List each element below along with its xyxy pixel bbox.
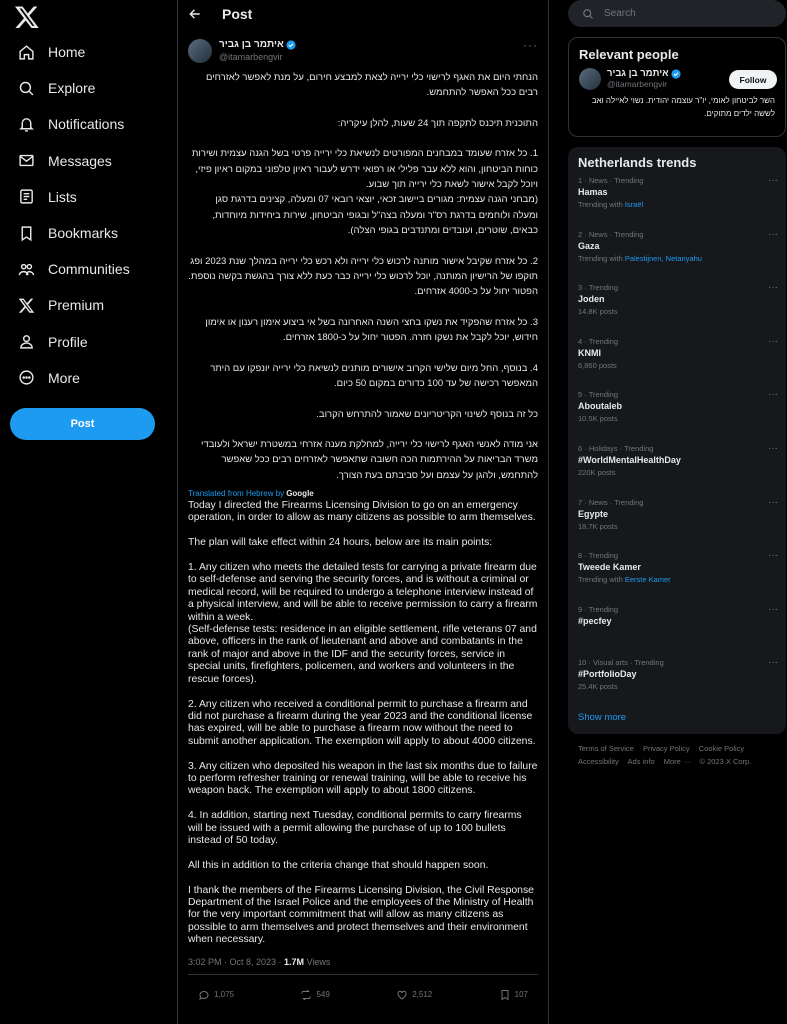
people-icon xyxy=(18,261,35,278)
trend-related-link[interactable]: Palestijnen, Netanyahu xyxy=(624,253,702,263)
follow-button[interactable]: Follow xyxy=(729,70,777,89)
trend-subtitle xyxy=(578,307,776,316)
nav-list xyxy=(10,34,170,396)
trend-name: #pecfey xyxy=(578,615,612,626)
footer-link[interactable]: Ads info xyxy=(627,756,655,766)
footer-link[interactable]: Accessibility xyxy=(578,756,619,766)
like-button[interactable] xyxy=(396,989,432,1001)
reply-icon xyxy=(198,989,210,1001)
bell-icon xyxy=(18,116,35,133)
nav-item-label: Bookmarks xyxy=(48,225,119,242)
trend-context: 10 · Visual arts · Trending xyxy=(578,658,664,668)
nav-item-label: Communities xyxy=(48,261,130,278)
nav-item-label: Lists xyxy=(48,188,77,205)
trend-subtitle xyxy=(578,522,776,531)
avatar[interactable] xyxy=(579,68,601,90)
trend-context: 2 · News · Trending xyxy=(578,229,644,239)
trend-item[interactable] xyxy=(568,599,786,653)
trend-subtitle-text: Trending with xyxy=(578,575,625,585)
trend-item[interactable] xyxy=(568,492,786,546)
tweet-actions xyxy=(188,975,538,1001)
trend-subtitle-text: 220K posts xyxy=(578,467,616,477)
more-options-icon[interactable]: ··· xyxy=(523,38,538,52)
relevant-people-title: Relevant people xyxy=(579,47,679,62)
trend-item[interactable] xyxy=(568,438,786,492)
nav-item-label: Notifications xyxy=(48,116,125,133)
trend-name: Joden xyxy=(578,294,605,305)
trend-subtitle-text: 6,860 posts xyxy=(578,360,617,370)
main-column xyxy=(177,0,549,1024)
trend-subtitle xyxy=(578,254,776,263)
nav-item-label: Profile xyxy=(48,333,88,350)
author-handle[interactable]: @itamarbengvir xyxy=(219,52,283,62)
trend-context: 3 · Trending xyxy=(578,283,619,293)
repost-icon xyxy=(300,989,312,1001)
post-button[interactable]: Post xyxy=(10,408,155,440)
tweet-timestamp[interactable]: 3:02 PM · Oct 8, 2023 · xyxy=(188,956,285,967)
trend-name: KNMI xyxy=(578,347,601,358)
envelope-icon xyxy=(18,152,35,169)
tweet-author xyxy=(188,36,538,66)
views-label: Views xyxy=(304,956,331,967)
trend-item[interactable] xyxy=(568,331,786,385)
trend-name: #WorldMentalHealthDay xyxy=(578,454,681,465)
translated-from-label: Translated from Hebrew by xyxy=(188,489,285,499)
bookmark-button[interactable] xyxy=(499,989,528,1001)
left-navigation xyxy=(0,0,177,1024)
more-options-icon[interactable]: ··· xyxy=(768,335,778,347)
nav-item-label: Premium xyxy=(48,297,105,314)
more-circle-icon xyxy=(18,369,35,386)
trend-subtitle-text: 10.5K posts xyxy=(578,414,618,424)
more-options-icon[interactable]: ··· xyxy=(768,442,778,454)
avatar[interactable] xyxy=(188,39,212,63)
more-options-icon[interactable]: ··· xyxy=(768,228,778,240)
trend-subtitle xyxy=(578,200,776,209)
nav-item-messages[interactable] xyxy=(10,143,170,179)
person-name-row xyxy=(607,68,681,79)
bookmark-icon xyxy=(18,225,35,242)
search-bar[interactable] xyxy=(568,0,786,27)
trend-related-link[interactable]: Eerste Kamer xyxy=(624,575,671,585)
nav-item-home[interactable] xyxy=(10,34,170,70)
verified-badge-icon xyxy=(671,69,681,79)
search-icon xyxy=(18,80,35,97)
reply-count: 1,075 xyxy=(214,990,235,1000)
repost-count: 549 xyxy=(316,990,330,1000)
trend-item[interactable] xyxy=(568,277,786,331)
trend-subtitle xyxy=(578,468,776,477)
x-logo-icon xyxy=(18,297,35,314)
trend-context: 6 · Holidays · Trending xyxy=(578,443,654,453)
trend-item[interactable] xyxy=(568,384,786,438)
trend-subtitle xyxy=(578,682,776,691)
trend-item[interactable] xyxy=(568,545,786,599)
show-more-link[interactable]: Show more xyxy=(578,711,627,723)
trend-item[interactable] xyxy=(568,170,786,224)
trend-subtitle-text: 18.7K posts xyxy=(578,521,618,531)
nav-item-bookmarks[interactable] xyxy=(10,215,170,251)
trend-context: 7 · News · Trending xyxy=(578,497,644,507)
back-arrow-icon[interactable] xyxy=(188,7,202,21)
trend-context: 5 · Trending xyxy=(578,390,619,400)
author-name[interactable]: איתמר בן גביר xyxy=(219,39,284,50)
relevant-person[interactable] xyxy=(569,62,785,126)
trend-related-link[interactable]: Israël xyxy=(624,200,644,209)
nav-item-premium[interactable] xyxy=(10,287,170,323)
x-logo-icon[interactable] xyxy=(14,4,40,30)
footer-copyright: © 2023 X Corp. xyxy=(699,756,752,766)
bookmark-count: 107 xyxy=(514,990,528,1000)
footer-link[interactable]: Terms of Service xyxy=(578,744,634,753)
nav-item-more[interactable] xyxy=(10,360,170,396)
reply-button[interactable] xyxy=(198,989,234,1001)
trend-name: Egypte xyxy=(578,508,609,519)
trend-subtitle-text: 25.4K posts xyxy=(578,682,618,692)
trend-name: Gaza xyxy=(578,240,600,251)
trend-subtitle xyxy=(578,575,776,584)
more-options-icon[interactable]: ··· xyxy=(768,389,778,401)
more-options-icon[interactable]: ··· xyxy=(768,550,778,562)
trend-item[interactable] xyxy=(568,224,786,278)
footer-link[interactable]: More ··· xyxy=(663,756,691,766)
person-name[interactable]: איתמר בן גביר xyxy=(607,68,669,79)
trend-name: #PortfolioDay xyxy=(578,669,637,680)
trend-subtitle-text: Trending with xyxy=(578,200,625,209)
trend-name: Hamas xyxy=(578,187,608,197)
person-bio: השר לביטחון לאומי, יו"ר עוצמה יהודית. נשוי לאיילה ואב לששה ילדים מתוקים. xyxy=(591,96,775,118)
trend-item[interactable] xyxy=(568,652,786,706)
like-count: 2,512 xyxy=(412,990,433,1000)
tweet xyxy=(178,28,548,1001)
trends-panel xyxy=(568,147,786,734)
nav-item-explore[interactable] xyxy=(10,70,170,106)
trend-subtitle-text: Trending with xyxy=(578,253,625,263)
trend-list xyxy=(568,170,786,706)
heart-icon xyxy=(396,989,408,1001)
trend-subtitle xyxy=(578,414,776,423)
nav-item-label: Messages xyxy=(48,152,112,169)
person-icon xyxy=(18,333,35,350)
nav-item-label: More xyxy=(48,369,80,386)
nav-item-profile[interactable] xyxy=(10,324,170,360)
nav-item-communities[interactable] xyxy=(10,251,170,287)
author-name-row xyxy=(219,39,296,51)
nav-item-label: Home xyxy=(48,44,86,61)
tweet-meta xyxy=(188,957,538,975)
list-icon xyxy=(18,188,35,205)
trend-name: Tweede Kamer xyxy=(578,562,641,573)
nav-item-label: Explore xyxy=(48,80,96,97)
trend-name: Aboutaleb xyxy=(578,401,622,412)
bookmark-icon xyxy=(499,989,511,1001)
relevant-people-panel xyxy=(568,37,786,137)
more-options-icon[interactable]: ··· xyxy=(768,603,778,615)
trends-title: Netherlands trends xyxy=(578,155,697,170)
more-options-icon[interactable]: ··· xyxy=(768,657,778,669)
more-options-icon[interactable]: ··· xyxy=(768,496,778,508)
google-logo: Google xyxy=(286,489,314,499)
views-count: 1.7M xyxy=(284,956,305,967)
home-icon xyxy=(18,44,35,61)
trend-context: 8 · Trending xyxy=(578,551,619,561)
footer-links xyxy=(578,743,778,768)
repost-button[interactable] xyxy=(300,989,329,1001)
trend-context: 1 · News · Trending xyxy=(578,176,644,185)
nav-item-lists[interactable] xyxy=(10,179,170,215)
footer-link[interactable]: Privacy Policy xyxy=(642,744,690,753)
verified-badge-icon xyxy=(286,40,296,50)
person-handle[interactable]: @itamarbengvir xyxy=(607,79,668,89)
search-input[interactable] xyxy=(604,8,764,19)
post-header xyxy=(178,0,548,28)
nav-item-notifications[interactable] xyxy=(10,106,170,142)
translation-label[interactable] xyxy=(188,489,538,498)
trend-subtitle-text: 14.8K posts xyxy=(578,307,618,317)
search-icon xyxy=(582,8,594,20)
more-options-icon[interactable]: ··· xyxy=(768,175,778,186)
footer-link[interactable]: Cookie Policy xyxy=(698,744,745,753)
tweet-text-english: Today I directed the Firearms Licensing Division to go on an emergency operation, in order to allow as many citizens as possible to arm themselves. The plan will take effect within 24 hours, below are its main points: 1. Any citizen who meets the detailed tests for carrying a private firearm due to self-defense and serving the security forces, and is without a criminal or medical record, will be required to undergo a telephone interview instead of a physical interview, and will be able to receive permission to carry a firearm within a week. (Self-defense tests: residence in an eligible settlement, rifle veterans 07 and above, officers in the rank of lieutenant and above and combatants in the rank of major and above in the IDF and the security forces, service in special units, firefighters, policemen, and workers and volunteers in the rescue forces). 2. Any citizen who received a conditional permit to purchase a firearm and did not purchase a firearm during the year 2023 and the conditional license has expired, will be able to purchase a firearm now without the need to submit another application. The exemption will apply to about 4000 citizens. 3. Any citizen who deposited his weapon in the last six months due to failure to perform refresher training or renewal training, will be able to receive his weapon back. The exemption will apply to about 1800 citizens. 4. In addition, starting next Tuesday, conditional permits to carry firearms will be issued with a permit allowing the purchase of up to 100 bullets instead of 50 today. All this in addition to the criteria change that should happen soon. I thank the members of the Firearms Licensing Division, the Civil Response Department of the Israel Police and the employees of the Ministry of Health for the very important commitment that will allow as many citizens as possible to arm themselves and protect themselves and their environment when necessary. xyxy=(188,500,538,946)
page-title: Post xyxy=(222,6,253,22)
trend-subtitle xyxy=(578,361,776,370)
more-options-icon[interactable]: ··· xyxy=(768,282,778,294)
trend-context: 4 · Trending xyxy=(578,336,619,346)
tweet-text-hebrew: הנחתי היום את האגף לרישוי כלי ירייה לצאת למבצע חירום, על מנת לאפשר לאזרחים רבים ככל האפשר להתחמש. התוכנית תיכנס לתקפה תוך 24 שעות, להלן עיקריה: 1. כל אזרח שעומד במבחנים המפורטים לנשיאת כלי ירייה פרטי בשל הגנה עצמית ושירות כוחות הביטחון, והוא ללא עבר פלילי או רפואי ידרש לעבור ראיון טלפוני במקום ראיון פיזי, ויוכל לקבל אישור לשאת כלי ירייה תוך שבוע. (מבחני הגנה עצמית: מגורים ביישוב זכאי, יוצאי רובאי 07 ומעלה, קצינים בדרגת סגן ומעלה ולוחמים בדרגת רס"ר ומעלה בצה"ל ובגופי הביטחון, שירות ביחידות מיוחדות, כבאים, שוטרים, ועובדים ומתנדבים בגופי הצלה). 2. כל אזרח שקיבל אישור מותנה לרכוש כלי ירייה ולא רכש כלי ירייה במהלך שנת 2023 ופג תוקפו של הרישיון המותנה, יוכל לרכוש כלי ירייה כבר כעת ללא צורך בהגשת בקשה נוספת. הפטור יחול על כ-4000 אזרחים. 3. כל אזרח שהפקיד את נשקו בחצי השנה האחרונה בשל אי ביצוע אימון רענון או אימון חידוש, יוכל לקבל את נשקו חזרה. הפטור יחול על כ-1800 אזרחים. 4. בנוסף, החל מיום שלישי הקרוב אישורים מותנים לנשיאת כלי ירייה יונפקו עם היתר המאפשר רכישה של עד 100 כדורים במקום 50 כיום. כל זה בנוסף לשינוי הקריטריונים שאמור להתרחש הקרוב. אני מודה לאנשי האגף לרישוי כלי ירייה, למחלקת מענה אזרחי במשטרת ישראל ולעובדי משרד הבריאות על ההירתמות הכה חשובה שתאפשר לאזרחים רבים ככל שאפשר להתחמש, ולהגן על עצמם ועל סביבתם בעת הצורך. xyxy=(188,72,538,481)
trend-context: 9 · Trending xyxy=(578,604,619,614)
